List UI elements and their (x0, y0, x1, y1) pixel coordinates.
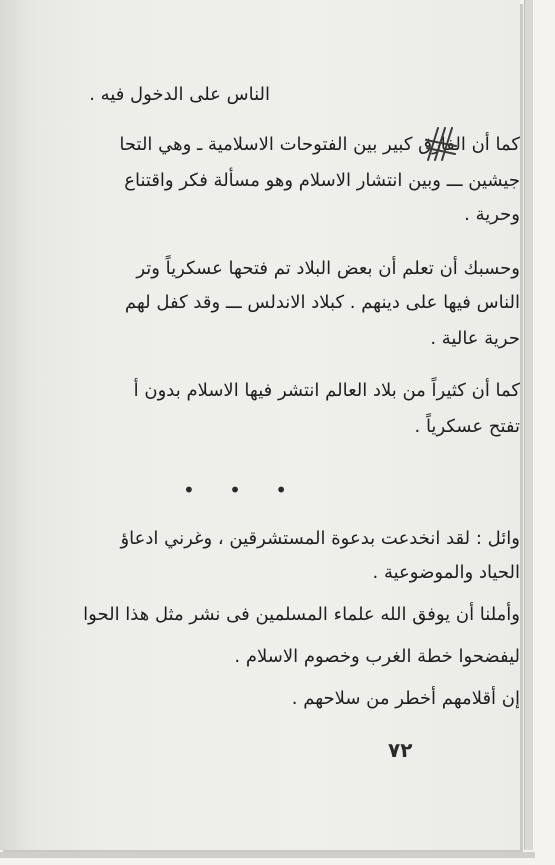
text-line: الناس فيها على دينهم . كبلاد الاندلس ـــ وقد كفل لهم (124, 292, 520, 313)
text-line: الناس على الدخول فيه . (89, 84, 270, 105)
text-line: تفتح عسكرياً . (414, 416, 520, 437)
text-line: إن أقلامهم أخطر من سلاحهم . (291, 688, 520, 709)
text-line: كما أن كثيراً من بلاد العالم انتشر فيها الاسلام بدون أ (133, 380, 520, 401)
text-line: وحرية . (464, 204, 520, 225)
text-line: حرية عالية . (430, 328, 520, 349)
text-line: الحياد والموضوعية . (372, 562, 520, 583)
page-bottom-edge (0, 852, 535, 858)
handwritten-margin-mark-icon (424, 124, 458, 164)
text-line: ليفضحوا خطة الغرب وخصوم الاسلام . (234, 646, 520, 667)
text-line: وأملنا أن يوفق الله علماء المسلمين فى نشر مثل هذا الحوا (83, 604, 520, 625)
section-separator: • • • (183, 478, 302, 502)
page-edge (524, 0, 533, 850)
text-line: جيشين ـــ وبين انتشار الاسلام وهو مسألة فكر واقتناع (124, 170, 520, 191)
text-line: وائل : لقد انخدعت بدعوة المستشرقين ، وغرني ادعاؤ (120, 528, 520, 549)
page-number: ٧٢ (388, 738, 413, 762)
text-line: كما أن الفارق كبير بين الفتوحات الاسلامية ـ وهي التحا (119, 134, 520, 155)
text-line: وحسبك أن تعلم أن بعض البلاد تم فتحها عسكرياً وتر (136, 258, 520, 279)
